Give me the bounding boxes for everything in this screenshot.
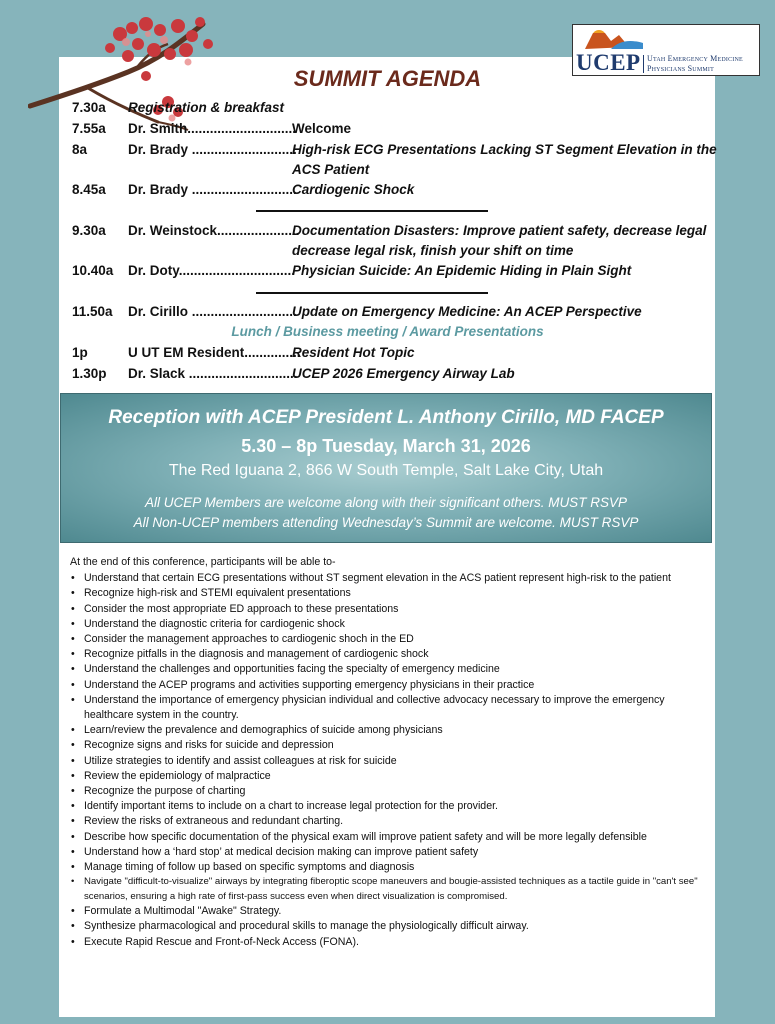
logo-abbreviation: UCEP	[576, 50, 641, 75]
list-item: • Consider the management approaches to cardiogenic shoch in the ED	[70, 632, 712, 647]
agenda-time: 1.30p	[72, 366, 107, 381]
agenda-topic: UCEP 2026 Emergency Airway Lab	[292, 366, 515, 381]
agenda-time: 9.30a	[72, 223, 106, 238]
agenda-topic-continued: decrease legal risk, finish your shift on time	[292, 243, 574, 258]
agenda-time: 11.50a	[72, 304, 113, 319]
lunch-banner: Lunch / Business meeting / Award Presentations	[231, 324, 544, 339]
objectives-intro: At the end of this conference, participants will be able to-	[70, 556, 336, 568]
agenda-topic-continued: ACS Patient	[292, 162, 370, 177]
agenda-speaker: Dr. Weinstock......................	[128, 223, 300, 238]
agenda-topic: Physician Suicide: An Epidemic Hiding in Plain Sight	[292, 263, 632, 278]
list-item: • Describe how specific documentation of the physical exam will improve patient safety and will be more legally defensible	[70, 830, 712, 845]
list-item: • Understand that certain ECG presentations without ST segment elevation in the ACS patient represent high-risk to the patient	[70, 571, 712, 586]
reception-note-members: All UCEP Members are welcome along with their significant others. MUST RSVP	[145, 495, 627, 510]
sunset-landscape-icon	[585, 27, 645, 51]
list-item: • Understand the challenges and opportunities facing the specialty of emergency medicine	[70, 662, 712, 677]
list-item: • Manage timing of follow up based on specific symptoms and diagnosis	[70, 860, 712, 875]
list-item: • Recognize the purpose of charting	[70, 784, 712, 799]
list-item: • Understand how a ‘hard stop’ at medical decision making can improve patient safety	[70, 845, 712, 860]
list-item: • Identify important items to include on a chart to increase legal protection for the provider.	[70, 799, 712, 814]
list-item: • Learn/review the prevalence and demographics of suicide among physicians	[70, 723, 712, 738]
list-item: • Synthesize pharmacological and procedural skills to manage the physiologically difficult airway.	[70, 919, 712, 934]
agenda-time: 7.55a	[72, 121, 106, 136]
logo-line-1: Utah Emergency Medicine	[647, 54, 743, 63]
agenda-speaker: Dr. Brady ............................	[128, 182, 297, 197]
agenda-topic: Welcome	[292, 121, 352, 136]
agenda-time: 8.45a	[72, 182, 106, 197]
reception-headline: Reception with ACEP President L. Anthony Cirillo, MD FACEP	[108, 407, 664, 428]
agenda-speaker: Dr. Brady ............................	[128, 142, 297, 157]
agenda-topic: Resident Hot Topic	[292, 345, 415, 360]
reception-date: 5.30 – 8p Tuesday, March 31, 2026	[241, 436, 531, 456]
agenda-speaker: Dr. Doty...............................	[128, 263, 296, 278]
section-divider	[256, 292, 488, 294]
agenda-topic: Registration & breakfast	[128, 100, 285, 115]
agenda-speaker: Dr. Cirillo ............................	[128, 304, 297, 319]
objectives-list	[70, 571, 712, 950]
list-item: • Understand the importance of emergency physician individual and collective advocacy necessary to improve the emergency healthcare system in the country.	[70, 693, 712, 723]
agenda-topic: Cardiogenic Shock	[292, 182, 415, 197]
agenda-topic: Documentation Disasters: Improve patient safety, decrease legal	[292, 223, 707, 238]
list-item: • Recognize high-risk and STEMI equivalent presentations	[70, 586, 712, 601]
list-item: • Review the epidemiology of malpractice	[70, 769, 712, 784]
agenda-speaker: Dr. Slack .............................	[128, 366, 298, 381]
agenda-speaker: U UT EM Resident...............	[128, 345, 301, 360]
agenda-topic: Update on Emergency Medicine: An ACEP Perspective	[292, 304, 642, 319]
list-item: • Navigate "difficult-to-visualize" airways by integrating fiberoptic scope maneuvers and bougie-assisted techniques as a tactile guide in "can't see" scenarios, ensuring a high rate of first-pass success even when direct visualization is compromised.	[70, 875, 712, 904]
logo-line-2: Physicians Summit	[647, 64, 714, 73]
agenda-speaker: Dr. Smith.............................	[128, 121, 297, 136]
page-title: SUMMIT AGENDA	[293, 66, 482, 91]
list-item: • Understand the ACEP programs and activities supporting emergency physicians in their practice	[70, 678, 712, 693]
list-item: • Review the risks of extraneous and redundant charting.	[70, 814, 712, 829]
agenda-time: 10.40a	[72, 263, 114, 278]
list-item: • Formulate a Multimodal "Awake" Strategy.	[70, 904, 712, 919]
reception-location: The Red Iguana 2, 866 W South Temple, Salt Lake City, Utah	[168, 462, 604, 479]
agenda-time: 8a	[72, 142, 88, 157]
agenda-topic: High-risk ECG Presentations Lacking ST Segment Elevation in the	[292, 142, 717, 157]
list-item: • Consider the most appropriate ED approach to these presentations	[70, 602, 712, 617]
section-divider	[256, 210, 488, 212]
learning-objectives	[70, 555, 712, 950]
list-item: • Utilize strategies to identify and assist colleagues at risk for suicide	[70, 754, 712, 769]
reception-box	[60, 393, 712, 543]
list-item: • Understand the diagnostic criteria for cardiogenic shock	[70, 617, 712, 632]
list-item: • Recognize signs and risks for suicide and depression	[70, 738, 712, 753]
list-item: • Recognize pitfalls in the diagnosis and management of cardiogenic shock	[70, 647, 712, 662]
reception-note-nonmembers: All Non-UCEP members attending Wednesday’s Summit are welcome. MUST RSVP	[133, 515, 639, 530]
agenda-time: 1p	[72, 345, 88, 360]
list-item: • Execute Rapid Rescue and Front-of-Neck Access (FONA).	[70, 935, 712, 950]
agenda-time: 7.30a	[72, 100, 106, 115]
